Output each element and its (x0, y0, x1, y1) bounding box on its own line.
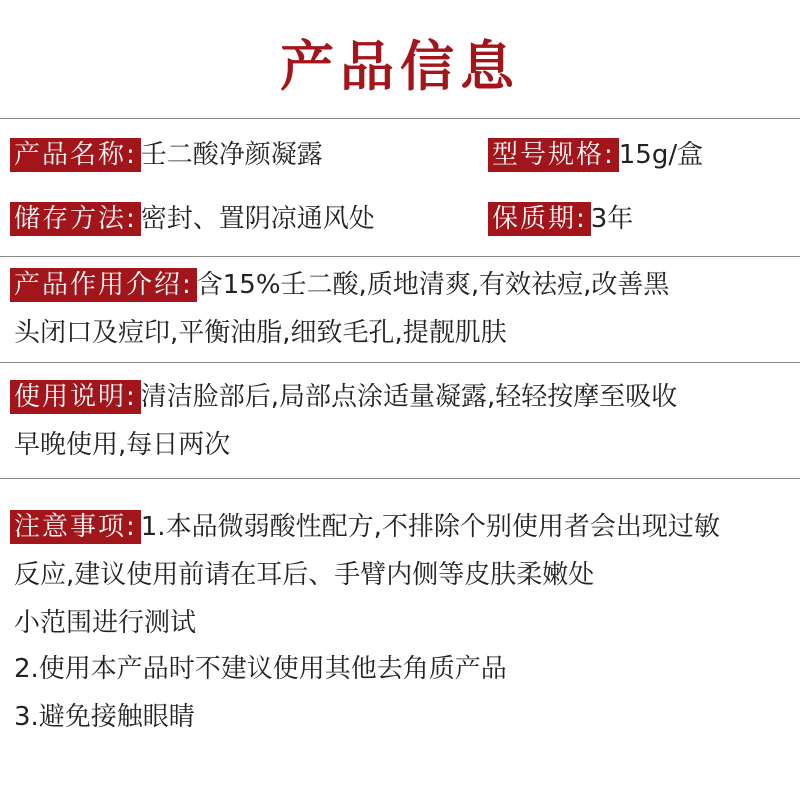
spec-model-value: 15g/盒 (618, 140, 704, 170)
spec-shelf-label: 保质期: (488, 202, 591, 236)
notes-line-4: 2.使用本产品时不建议使用其他去角质产品 (14, 654, 507, 684)
intro-label: 产品作用介绍: (10, 268, 197, 302)
intro-line-2: 头闭口及痘印,平衡油脂,细致毛孔,提靓肌肤 (14, 318, 507, 348)
divider-top (0, 118, 800, 119)
intro-row (10, 268, 669, 302)
notes-line-5: 3.避免接触眼睛 (14, 702, 195, 732)
spec-storage-label: 储存方法: (10, 202, 141, 236)
notes-label: 注意事项: (10, 510, 141, 544)
spec-name-value: 壬二酸净颜凝露 (140, 140, 323, 170)
notes-line-1: 1.本品微弱酸性配方,不排除个别使用者会出现过敏 (140, 512, 720, 542)
spec-shelf-row (488, 202, 633, 236)
usage-line-2: 早晚使用,每日两次 (14, 430, 231, 460)
divider-2 (0, 256, 800, 257)
spec-storage-row (10, 202, 375, 236)
spec-shelf-value: 3年 (590, 204, 634, 234)
divider-3 (0, 362, 800, 363)
spec-name-row (10, 138, 323, 172)
page-title: 产品信息 (280, 35, 520, 98)
notes-line-3: 小范围进行测试 (14, 608, 197, 638)
usage-label: 使用说明: (10, 380, 141, 414)
spec-model-label: 型号规格: (488, 138, 619, 172)
spec-name-label: 产品名称: (10, 138, 141, 172)
divider-4 (0, 478, 800, 479)
spec-model-row (488, 138, 703, 172)
spec-storage-value: 密封、置阴凉通风处 (140, 204, 375, 234)
notes-row (10, 510, 720, 544)
usage-line-1: 清洁脸部后,局部点涂适量凝露,轻轻按摩至吸收 (140, 382, 678, 412)
intro-line-1: 含15%壬二酸,质地清爽,有效祛痘,改善黑 (196, 270, 670, 300)
usage-row (10, 380, 677, 414)
notes-line-2: 反应,建议使用前请在耳后、手臂内侧等皮肤柔嫩处 (14, 560, 595, 590)
